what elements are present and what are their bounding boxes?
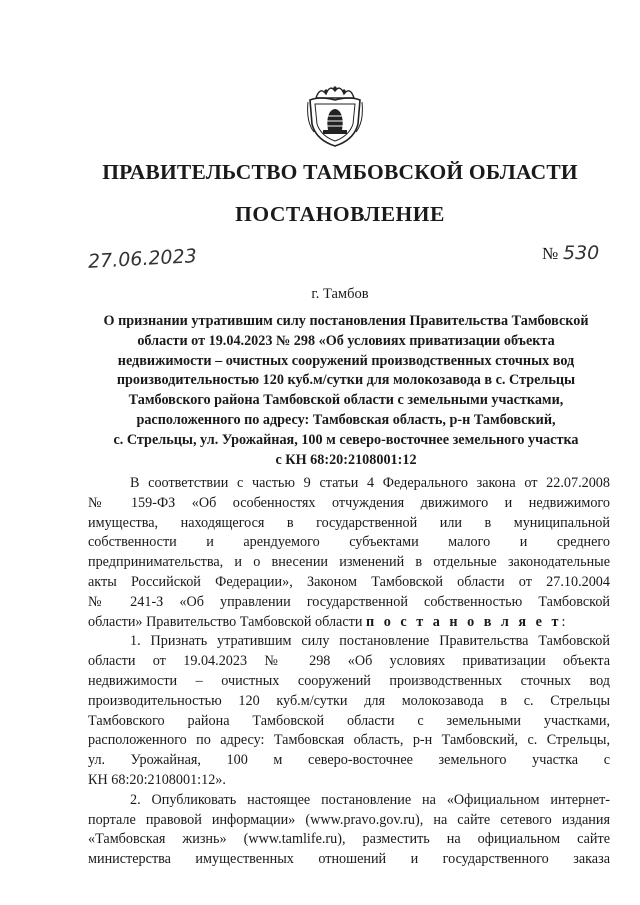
document-number: 530 xyxy=(563,242,600,264)
government-title: ПРАВИТЕЛЬСТВО ТАМБОВСКОЙ ОБЛАСТИ xyxy=(102,160,578,184)
body-line: имущества, находящегося в государственной или в муниципальной xyxy=(88,514,610,531)
body-line: № 241-З «Об управлении государственной собственностью Тамбовской xyxy=(88,593,610,610)
decree-suffix: : xyxy=(561,613,566,630)
coat-of-arms-emblem xyxy=(306,82,364,148)
body-line: 2. Опубликовать настоящее постановление на «Официальном интернет- xyxy=(130,791,610,808)
decree-line xyxy=(88,613,610,633)
document-subject xyxy=(78,312,614,470)
body-line: акты Российской Федерации», Законом Тамбовской области от 27.10.2004 xyxy=(88,573,610,590)
body-line: области от 19.04.2023 № 298 «Об условиях приватизации объекта xyxy=(88,653,610,670)
number-label: № xyxy=(542,244,559,263)
body-line: КН 68:20:2108001:12». xyxy=(88,771,226,788)
body-line: Тамбовского района Тамбовской области с земельными участками, xyxy=(88,712,610,729)
body-line: расположенного по адресу: Тамбовская область, р-н Тамбовский, с. Стрельцы, xyxy=(88,732,610,749)
body-line: ул. Урожайная, 100 м северо-восточнее земельного участка с xyxy=(88,752,610,769)
city: г. Тамбов xyxy=(311,286,369,302)
body-line: недвижимости – очистных сооружений производственных сточных вод xyxy=(88,672,610,689)
body-line: портале правовой информации» (www.pravo.gov.ru), на сайте сетевого издания xyxy=(88,811,610,828)
body-line: № 159-ФЗ «Об особенностях отчуждения движимого и недвижимого xyxy=(88,494,610,511)
subject-line: О признании утратившим силу постановления Правительства Тамбовской xyxy=(103,313,589,329)
body-line: предпринимательства, и о внесении изменений в отдельные законодательные xyxy=(88,554,610,571)
body-line: 1. Признать утратившим силу постановление Правительства Тамбовской xyxy=(130,633,610,650)
subject-line: Тамбовского района Тамбовской области с земельными участками, xyxy=(128,392,564,409)
body-line: собственности и арендуемого субъектами малого и среднего xyxy=(88,534,610,551)
document-date: 27.06.2023 xyxy=(87,245,198,273)
body-line: В соответствии с частью 9 статьи 4 Федерального закона от 22.07.2008 xyxy=(130,475,610,491)
document-type-title: ПОСТАНОВЛЕНИЕ xyxy=(235,202,445,226)
document-body xyxy=(88,474,610,870)
subject-line: производительностью 120 куб.м/сутки для молокозавода в с. Стрельцы xyxy=(116,372,576,389)
subject-line: расположенного по адресу: Тамбовская область, р-н Тамбовский, xyxy=(136,411,556,428)
body-line: министерства имущественных отношений и государственного заказа xyxy=(88,851,610,868)
subject-line: области от 19.04.2023 № 298 «Об условиях приватизации объекта xyxy=(137,332,555,349)
subject-line: недвижимости – очистных сооружений производственных сточных вод xyxy=(117,352,575,369)
subject-line: с. Стрельцы, ул. Урожайная, 100 м северо-восточнее земельного участка xyxy=(113,431,579,448)
subject-line: с КН 68:20:2108001:12 xyxy=(275,451,417,468)
body-line: производительностью 120 куб.м/сутки для молокозавода в с. Стрельцы xyxy=(88,692,610,709)
body-line: «Тамбовская жизнь» (www.tamlife.ru), разместить на официальном сайте xyxy=(88,831,610,848)
decree-word: п о с т а н о в л я е т xyxy=(365,613,562,630)
body-line-text: области» Правительство Тамбовской области xyxy=(88,613,363,630)
